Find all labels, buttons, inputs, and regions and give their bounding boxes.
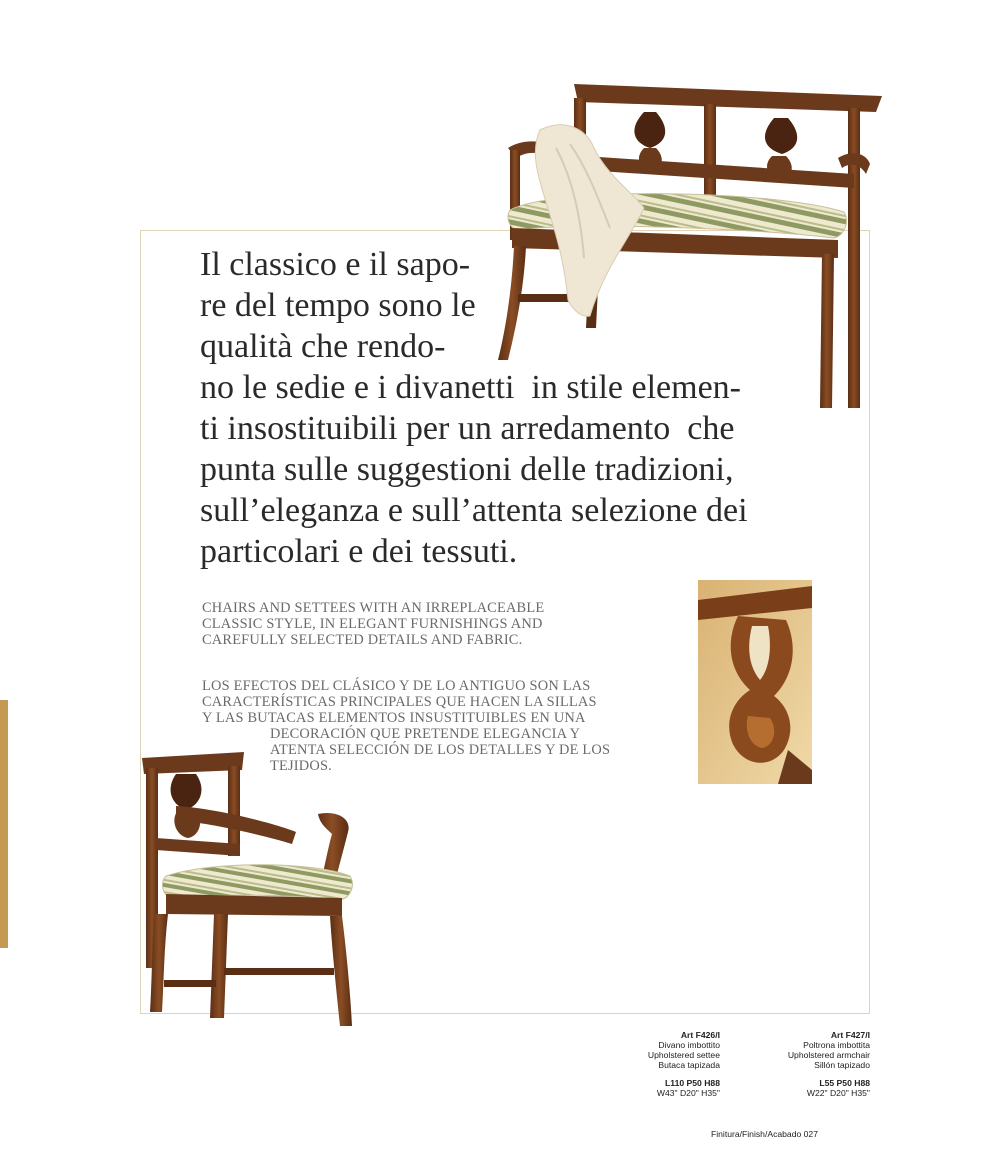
product-code: Art F427/I — [830, 1030, 870, 1040]
product-desc: Divano imbottito — [658, 1040, 720, 1050]
dims-imperial: W22" D20" H35" — [806, 1088, 870, 1098]
description-english — [202, 600, 702, 648]
description-line: DECORACIÓN QUE PRETENDE ELEGANCIA Y — [270, 726, 581, 742]
side-accent-bar — [0, 700, 8, 948]
settee-image — [494, 78, 890, 422]
description-line: TEJIDOS. — [270, 758, 332, 774]
dims-metric: L55 P50 H88 — [819, 1078, 870, 1088]
description-line: CARACTERÍSTICAS PRINCIPALES QUE HACEN LA SILLAS — [202, 694, 597, 710]
headline-line: ti insostituibili per un arredamento che — [200, 410, 735, 447]
product-desc: Upholstered settee — [647, 1050, 720, 1060]
splat-detail-image — [698, 580, 812, 784]
armchair-image — [136, 748, 366, 1030]
description-line: ATENTA SELECCIÓN DE LOS DETALLES Y DE LOS — [270, 742, 611, 758]
headline-line: no le sedie e i divanetti in stile elemen- — [200, 369, 741, 406]
product-desc: Poltrona imbottita — [803, 1040, 870, 1050]
product-code: Art F426/I — [680, 1030, 720, 1040]
headline-line: re del tempo sono le — [200, 287, 476, 324]
product-caption-armchair — [710, 1030, 870, 1098]
description-line: Y LAS BUTACAS ELEMENTOS INSUSTITUIBLES EN UNA — [202, 710, 586, 726]
description-line: CAREFULLY SELECTED DETAILS AND FABRIC. — [202, 632, 523, 648]
product-dimensions — [560, 1078, 720, 1098]
headline-line: Il classico e il sapo- — [200, 246, 471, 283]
product-desc: Butaca tapizada — [658, 1060, 720, 1070]
product-desc: Upholstered armchair — [787, 1050, 870, 1060]
product-dimensions — [710, 1078, 870, 1098]
dims-imperial: W43" D20" H35" — [656, 1088, 720, 1098]
headline-line: qualità che rendo- — [200, 328, 446, 365]
dims-metric: L110 P50 H88 — [665, 1078, 720, 1088]
headline-line: punta sulle suggestioni delle tradizioni, — [200, 451, 734, 488]
product-desc: Sillón tapizado — [814, 1060, 870, 1070]
description-line: CLASSIC STYLE, IN ELEGANT FURNISHINGS AND — [202, 616, 543, 632]
finish-footer: Finitura/Finish/Acabado 027 — [710, 1129, 818, 1139]
headline-line: sull’eleganza e sull’attenta selezione dei — [200, 492, 748, 529]
description-line: CHAIRS AND SETTEES WITH AN IRREPLACEABLE — [202, 600, 545, 616]
product-caption-settee — [560, 1030, 720, 1098]
headline-line: particolari e dei tessuti. — [200, 533, 518, 570]
description-line: LOS EFECTOS DEL CLÁSICO Y DE LO ANTIGUO SON LAS — [202, 678, 591, 694]
